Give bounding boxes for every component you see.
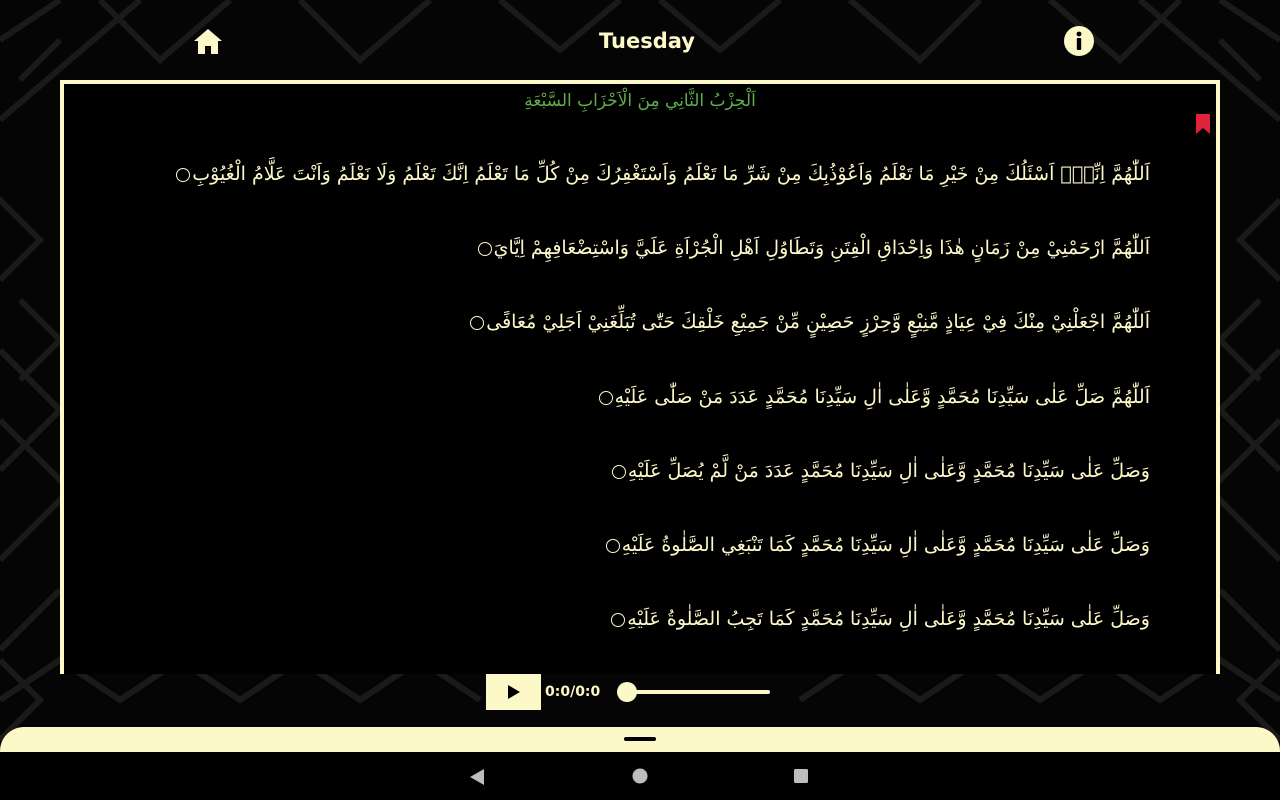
home-icon xyxy=(193,27,223,55)
verse-text: وَصَلِّ عَلٰى سَيِّدِنَا مُحَمَّدٍ وَّعَلٰى اٰلِ سَيِّدِنَا مُحَمَّدٍ كَمَا تَنْبَغِي الصَّلٰوةُ عَلَيْهِ xyxy=(621,534,1150,556)
verse-line xyxy=(478,232,1150,264)
page-title: Tuesday xyxy=(599,29,695,53)
verse-text: وَصَلِّ عَلٰى سَيِّدِنَا مُحَمَّدٍ وَّعَلٰى اٰلِ سَيِّدِنَا مُحَمَّدٍ كَمَا تَجِبُ الصَّلٰوةُ عَلَيْهِ xyxy=(627,608,1150,630)
play-button[interactable] xyxy=(486,674,541,710)
verse-text: اَللّٰهُمَّ اجْعَلْنِيْ مِنْكَ فِيْ عِيَاذٍ مَّنِيْعٍ وَّحِرْزٍ حَصِيْنٍ مِّنْ جَمِيْعِ خَلْقِكَ حَتّٰى تُبَلِّغَنِيْ اَجَلِيْ مُعَافًى xyxy=(486,311,1150,333)
bottom-sheet-handle[interactable] xyxy=(624,737,656,741)
verse-text: اَللّٰهُمَّ صَلِّ عَلٰى سَيِّدِنَا مُحَمَّدٍ وَّعَلٰى اٰلِ سَيِّدِنَا مُحَمَّدٍ عَدَدَ مَنْ صَلّٰى عَلَيْهِ xyxy=(614,386,1150,408)
verse-end-marker-icon xyxy=(176,168,190,182)
info-icon xyxy=(1064,26,1094,56)
verse-end-marker-icon xyxy=(470,316,484,330)
info-button[interactable] xyxy=(1061,24,1097,58)
system-nav-bar xyxy=(0,752,1280,800)
verse-end-marker-icon xyxy=(599,391,613,405)
verse-line xyxy=(176,158,1150,190)
verse-line xyxy=(470,306,1150,338)
back-icon[interactable] xyxy=(468,768,486,786)
verse-text: وَصَلِّ عَلٰى سَيِّدِنَا مُحَمَّدٍ وَّعَلٰى اٰلِ سَيِّدِنَا مُحَمَّدٍ عَدَدَ مَنْ لَّمْ يُصَلِّ عَلَيْهِ xyxy=(627,460,1150,482)
verse-text: اَللّٰهُمَّ ارْحَمْنِيْ مِنْ زَمَانٍ هٰذَا وَاِحْدَاقِ الْفِتَنِ وَتَطَاوُلِ اَهْلِ الْجُرْاَةِ عَلَيَّ وَاسْتِضْعَافِهِمْ اِيَّايَ xyxy=(493,237,1150,259)
wird-content-frame xyxy=(60,80,1220,674)
home-button[interactable] xyxy=(190,24,226,58)
seek-track[interactable] xyxy=(627,690,770,694)
verse-text: اَللّٰهُمَّ اِنِّيْۤ اَسْئَلُكَ مِنْ خَيْرِ مَا تَعْلَمُ وَاَعُوْذُبِكَ مِنْ شَرِّ مَا تَعْلَمُ وَاَسْتَغْفِرُكَ مِنْ كُلِّ مَا تَعْلَمُ اِنَّكَ تَعْلَمُ وَلَا نَعْلَمُ وَاَنْتَ عَلَّامُ الْغُيُوْبِ xyxy=(192,163,1150,185)
audio-player xyxy=(0,660,1280,726)
recents-icon[interactable] xyxy=(793,768,809,784)
verse-end-marker-icon xyxy=(612,465,626,479)
hizb-title: اَلْحِزْبُ الثَّانِي مِنَ الْاَحْزَابِ السَّبْعَةِ xyxy=(524,91,756,111)
verse-line xyxy=(606,529,1150,561)
verse-list xyxy=(64,84,1216,674)
home-circle-icon[interactable] xyxy=(631,767,649,785)
verse-line xyxy=(611,603,1150,635)
verse-line xyxy=(612,455,1150,487)
verse-end-marker-icon xyxy=(611,613,625,627)
seek-thumb[interactable] xyxy=(617,682,637,702)
play-icon xyxy=(507,684,521,700)
seek-slider[interactable] xyxy=(617,680,777,704)
verse-line xyxy=(599,381,1150,413)
verse-end-marker-icon xyxy=(606,539,620,553)
verse-end-marker-icon xyxy=(478,242,492,256)
top-bar xyxy=(0,0,1280,80)
playback-time: 0:0/0:0 xyxy=(545,684,601,700)
